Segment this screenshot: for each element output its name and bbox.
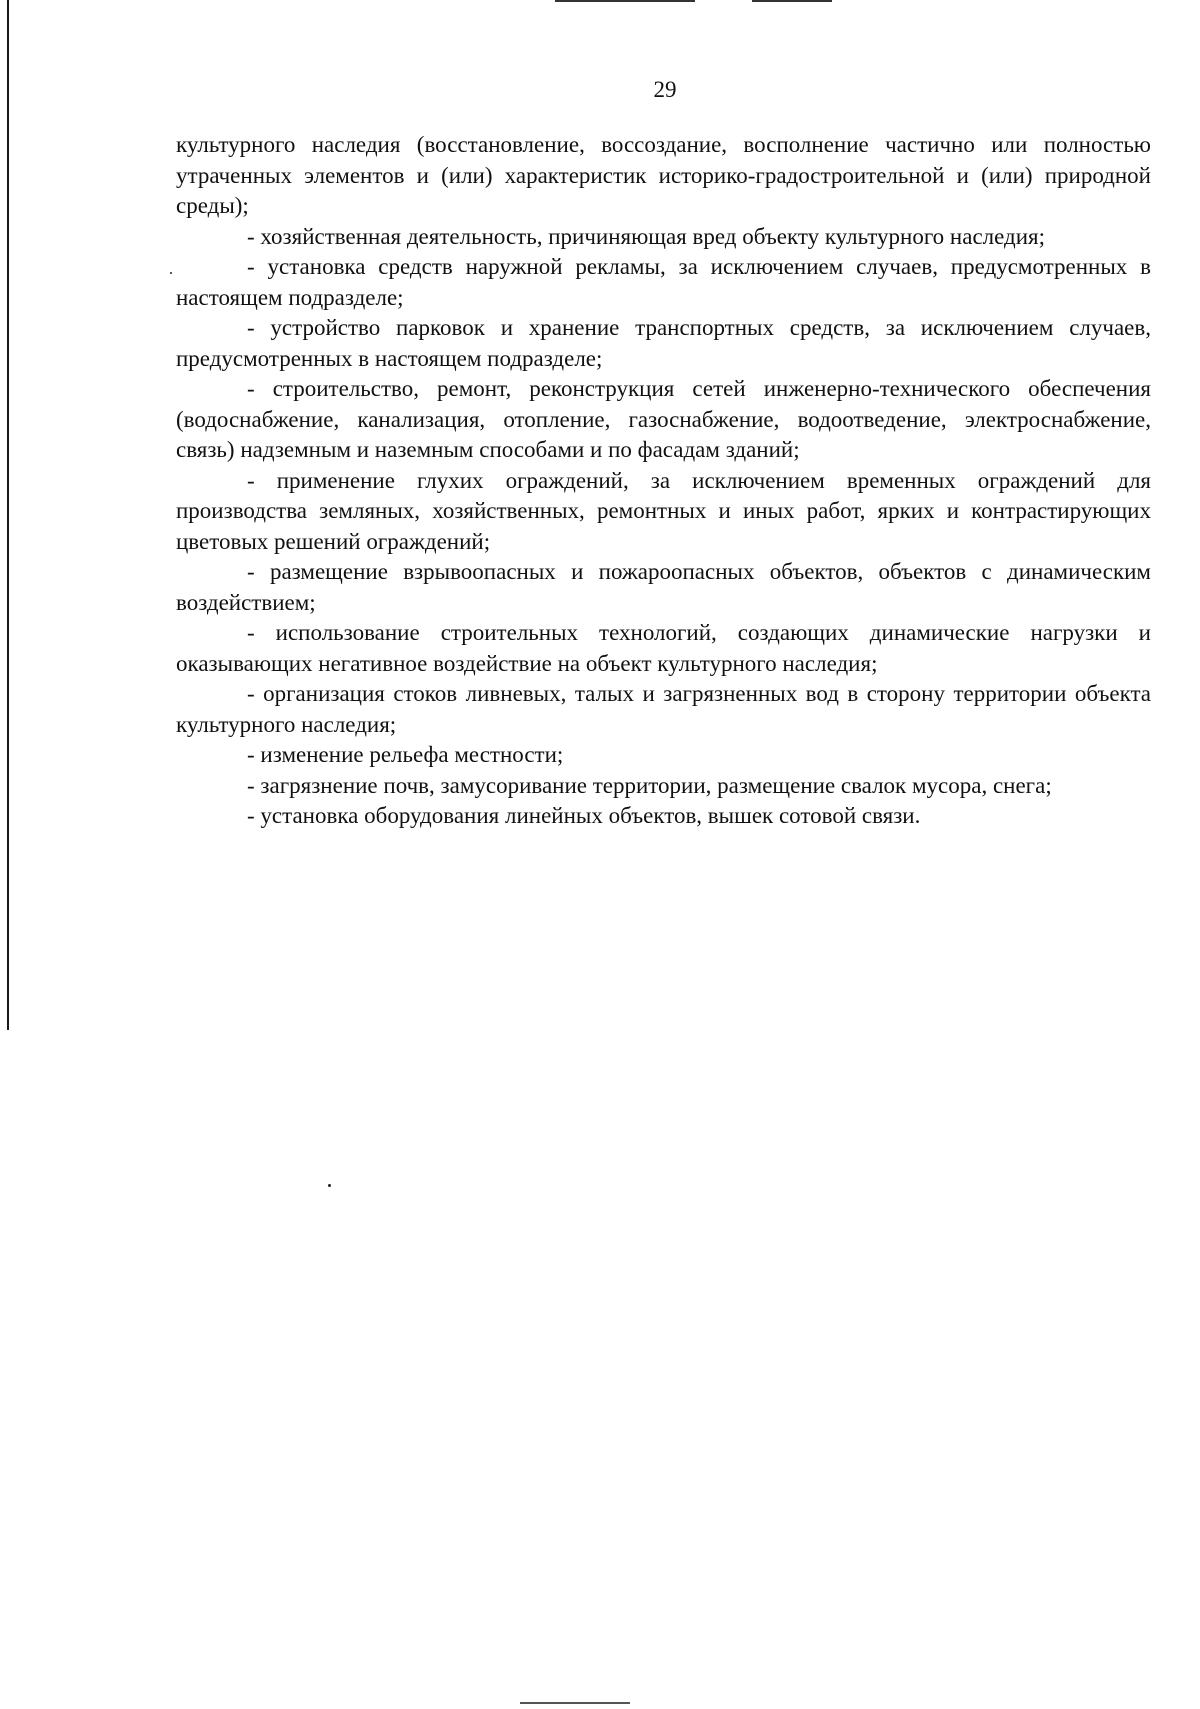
scan-top-mark (555, 0, 695, 2)
scan-speck (328, 1184, 331, 1187)
list-item: - загрязнение почв, замусоривание территории, размещение свалок мусора, снега; (247, 772, 1052, 798)
list-item: - использование строительных технологий, создающих динамические нагрузки и оказывающих негативное воздействие на объект культурного наследия; (176, 620, 1151, 676)
page-number: 29 (653, 77, 677, 102)
list-item: - изменение рельефа местности; (247, 742, 564, 767)
list-item: - установка средств наружной рекламы, за исключением случаев, предусмотренных в настоящем подразделе; (176, 254, 1151, 310)
list-item: - установка оборудования линейных объектов, вышек сотовой связи. (247, 803, 921, 828)
list-item: - организация стоков ливневых, талых и загрязненных вод в сторону территории объекта культурного наследия; (176, 681, 1151, 737)
list-item: - хозяйственная деятельность, причиняющая вред объекту культурного наследия; (247, 223, 1046, 249)
paragraph: культурного наследия (восстановление, воссоздание, восполнение частично или полностью утраченных элементов и (или) характеристик историко-градостроительной и (или) природной среды); (176, 132, 1151, 218)
list-item: - применение глухих ограждений, за исключением временных ограждений для производства земляных, хозяйственных, ремонтных и иных работ, ярких и контрастирующих цветовых решений ограждений; (176, 467, 1151, 554)
list-item: - устройство парковок и хранение транспортных средств, за исключением случаев, предусмотренных в настоящем подразделе; (176, 315, 1151, 371)
list-item: - размещение взрывоопасных и пожароопасных объектов, объектов с динамическим воздействием; (176, 559, 1151, 615)
document-body (176, 130, 1151, 832)
scan-speck (170, 272, 172, 274)
list-item: - строительство, ремонт, реконструкция сетей инженерно-технического обеспечения (водоснабжение, канализация, отопление, газоснабжение, водоотведение, электроснабжение, связь) надземным и наземным способами и по фасадам зданий; (176, 376, 1151, 462)
scan-left-edge (7, 0, 9, 1030)
scan-top-mark (752, 0, 832, 2)
scan-bottom-mark (520, 1702, 630, 1704)
